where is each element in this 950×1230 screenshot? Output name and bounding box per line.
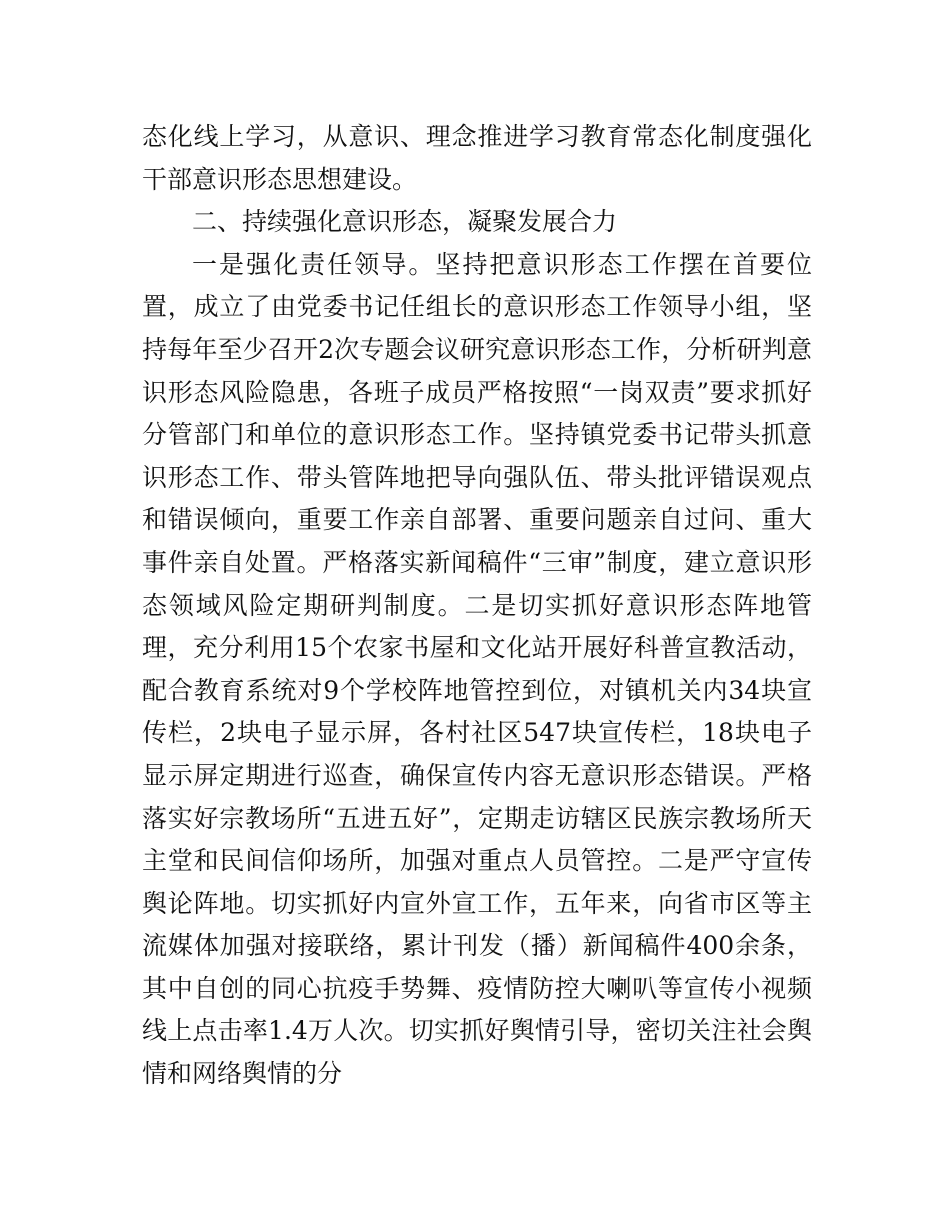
paragraph-body: 一是强化责任领导。坚持把意识形态工作摆在首要位置，成立了由党委书记任组长的意识形态工作领导小组，坚持每年至少召开2次专题会议研究意识形态工作，分析研判意识形态风险隐患，各班子成员严格按照“一岗双责”要求抓好分管部门和单位的意识形态工作。坚持镇党委书记带头抓意识形态工作、带头管阵地把导向强队伍、带头批评错误观点和错误倾向，重要工作亲自部署、重要问题亲自过问、重大事件亲自处置。严格落实新闻稿件“三审”制度，建立意识形态领域风险定期研判制度。二是切实抓好意识形态阵地管理，充分利用15个农家书屋和文化站开展好科普宣教活动，配合教育系统对9个学校阵地管控到位，对镇机关内34块宣传栏，2块电子显示屏，各村社区547块宣传栏，18块电子显示屏定期进行巡查，确保宣传内容无意识形态错误。严格落实好宗教场所“五进五好”，定期走访辖区民族宗教场所天主堂和民间信仰场所，加强对重点人员管控。二是严守宣传舆论阵地。切实抓好内宣外宣工作，五年来，向省市区等主流媒体加强对接联络，累计刊发（播）新闻稿件400余条，其中自创的同心抗疫手势舞、疫情防控大喇叭等宣传小视频线上点击率1.4万人次。切实抓好舆情引导，密切关注社会舆情和网络舆情的分 — [142, 249, 812, 1089]
document-body — [142, 116, 812, 1096]
section-heading: 二、持续强化意识形态，凝聚发展合力 — [192, 207, 618, 237]
paragraph-continuation: 态化线上学习，从意识、理念推进学习教育常态化制度强化干部意识形态思想建设。 — [142, 122, 812, 194]
